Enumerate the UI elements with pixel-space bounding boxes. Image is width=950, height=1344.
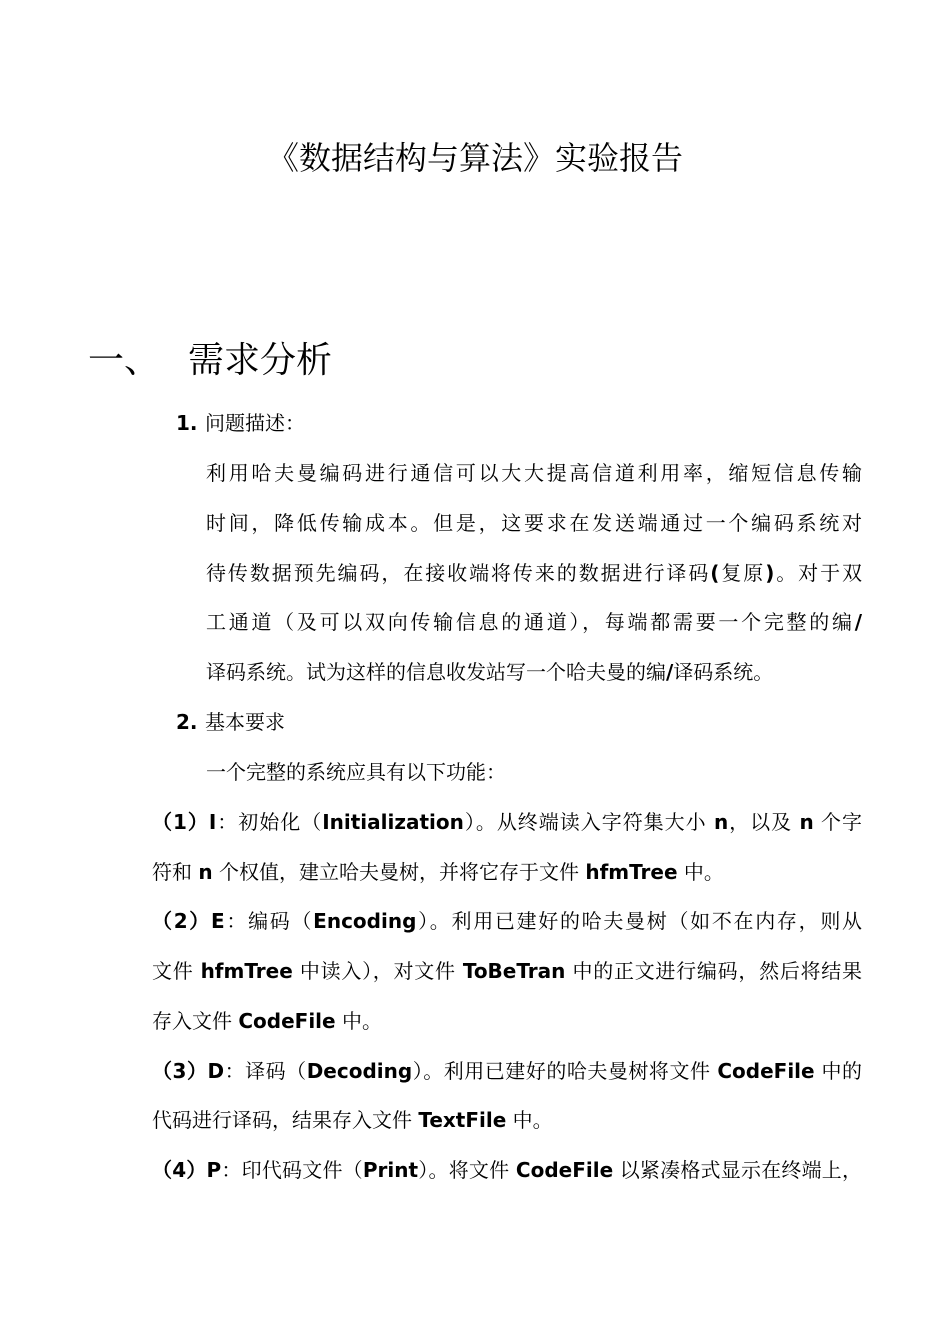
section-title: 需求分析 [188,340,333,381]
section-number: 一、 [88,340,161,381]
function-line: 代码进行译码，结果存入文件 TextFile 中。 [152,1108,553,1132]
function-line: 符和 n 个权值，建立哈夫曼树，并将它存于文件 hfmTree 中。 [152,860,724,884]
function-line: （4）P：印代码文件（Print）。将文件 CodeFile 以紧凑格式显示在终端上， [152,1158,863,1182]
item-problem-description [176,408,305,438]
function-line: （3）D：译码（Decoding）。利用已建好的哈夫曼树将文件 CodeFile 中的 [152,1059,863,1083]
paragraph-line: 工通道（及可以双向传输信息的通道），每端都需要一个完整的编/ [206,610,862,634]
item-basic-requirements [176,707,285,737]
document-title: 《数据结构与算法》实验报告 [266,139,683,177]
paragraph-line: 译码系统。试为这样的信息收发站写一个哈夫曼的编/译码系统。 [206,660,774,684]
item-number: 1. [176,411,198,435]
function-line: 存入文件 CodeFile 中。 [152,1009,382,1033]
paragraph-line: 利用哈夫曼编码进行通信可以大大提高信道利用率，缩短信息传输 [206,461,862,485]
paragraph-line: 待传数据预先编码，在接收端将传来的数据进行译码(复原)。对于双 [206,561,863,585]
function-line: （2）E：编码（Encoding）。利用已建好的哈夫曼树（如不在内存，则从 [152,909,863,933]
section-heading-requirements [88,334,332,388]
item-label: 问题描述： [205,411,305,435]
item-label: 基本要求 [205,710,285,734]
item-number: 2. [176,710,198,734]
function-line: 文件 hfmTree 中读入），对文件 ToBeTran 中的正文进行编码，然后将结果 [152,959,863,983]
function-line: （1）I：初始化（Initialization）。从终端读入字符集大小 n，以及 n 个字 [152,810,863,834]
paragraph-intro: 一个完整的系统应具有以下功能： [206,760,506,784]
paragraph-line: 时间，降低传输成本。但是，这要求在发送端通过一个编码系统对 [206,511,862,535]
